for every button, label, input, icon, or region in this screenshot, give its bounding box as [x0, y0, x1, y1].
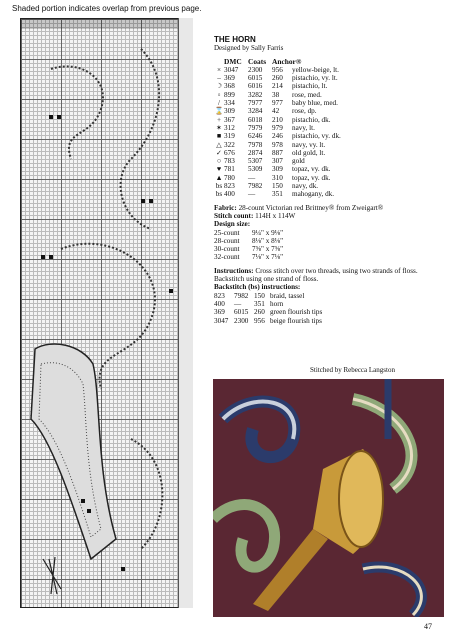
key-anchor: 38	[272, 90, 280, 99]
key-symbol: –	[217, 74, 221, 83]
key-anchor: 309	[272, 165, 283, 174]
fabric-line	[214, 204, 444, 212]
bs-use: horn	[270, 299, 284, 308]
key-coats: 2874	[248, 148, 263, 157]
finished-size: 7⅛" x 7⅛"	[252, 253, 284, 262]
backstitch-list	[214, 292, 444, 325]
key-symbol: ■	[216, 132, 222, 141]
key-anchor: 979	[272, 123, 283, 132]
key-anchor: 246	[272, 132, 283, 141]
key-row	[214, 107, 444, 115]
key-symbol: ✓	[215, 148, 223, 157]
design-size-row	[214, 229, 444, 237]
key-coats: 7978	[248, 140, 263, 149]
key-header-anchor: Anchor®	[272, 56, 302, 66]
fabric-label: Fabric:	[214, 203, 237, 212]
key-header-coats: Coats	[248, 56, 267, 66]
fabric-value: 28-count Victorian red Brittney® from Zweigart®	[238, 203, 384, 212]
backstitch-row	[214, 292, 444, 300]
key-header	[224, 58, 444, 66]
design-size-row	[214, 237, 444, 245]
key-row	[214, 124, 444, 132]
key-color-name: topaz, vy. dk.	[292, 165, 331, 174]
stitch-count-label: Stitch count:	[214, 211, 254, 220]
bs-use: beige flourish tips	[270, 316, 322, 325]
key-row	[214, 190, 444, 198]
key-color-name: pistachio, lt.	[292, 82, 328, 91]
key-color-name: yellow-beige, lt.	[292, 65, 339, 74]
key-coats: 6015	[248, 74, 263, 83]
key-dmc: 322	[224, 140, 235, 149]
bs-anchor: 351	[254, 299, 265, 308]
key-dmc: 368	[224, 82, 235, 91]
bs-coats: 2300	[234, 316, 249, 325]
key-coats: 7982	[248, 182, 263, 191]
bs-use: braid, tassel	[270, 291, 305, 300]
design-size-list	[214, 229, 444, 262]
key-color-name: rose, med.	[292, 90, 322, 99]
key-symbol: ×	[216, 65, 222, 74]
key-symbol: △	[216, 140, 222, 149]
key-coats: 6016	[248, 82, 263, 91]
key-dmc: 783	[224, 157, 235, 166]
key-anchor: 977	[272, 99, 283, 108]
bs-dmc: 369	[214, 308, 225, 317]
key-symbol: ⌛	[214, 107, 224, 116]
bs-dmc: 400	[214, 299, 225, 308]
key-coats: —	[248, 173, 256, 182]
key-symbol: ✶	[215, 123, 223, 132]
finished-size: 8⅛" x 8⅛"	[252, 236, 284, 245]
key-anchor: 310	[272, 173, 283, 182]
fabric-count: 25-count	[214, 228, 240, 237]
stitch-count-line	[214, 212, 444, 220]
key-color-name: old gold, lt.	[292, 148, 326, 157]
design-size-row	[214, 253, 444, 261]
design-size-row	[214, 245, 444, 253]
design-size-label: Design size:	[214, 220, 251, 229]
key-row	[214, 99, 444, 107]
stitched-model-photo	[213, 379, 444, 617]
fabric-count: 28-count	[214, 236, 240, 245]
finished-size: 7⅝" x 7⅝"	[252, 245, 284, 254]
bs-anchor: 150	[254, 291, 265, 300]
key-symbol: ♥	[216, 165, 222, 174]
key-coats: 2300	[248, 65, 263, 74]
key-anchor: 307	[272, 157, 283, 166]
stitch-count-value: 114H x 114W	[255, 211, 296, 220]
bs-anchor: 956	[254, 316, 265, 325]
bs-dmc: 823	[214, 291, 225, 300]
key-row	[214, 74, 444, 82]
key-color-name: navy, dk.	[292, 182, 319, 191]
key-row	[214, 174, 444, 182]
key-anchor: 210	[272, 115, 283, 124]
key-symbol: ☽	[215, 82, 223, 91]
key-coats: 3282	[248, 90, 263, 99]
backstitch-row	[214, 308, 444, 316]
key-dmc: 781	[224, 165, 235, 174]
key-dmc: 899	[224, 90, 235, 99]
key-color-name: pistachio, dk.	[292, 115, 331, 124]
key-color-name: gold	[292, 157, 305, 166]
stitcher-credit: Stitched by Rebecca Langston	[310, 366, 395, 374]
key-color-name: rose, dp.	[292, 107, 317, 116]
key-coats: 6018	[248, 115, 263, 124]
key-color-name: baby blue, med.	[292, 99, 338, 108]
key-dmc: 319	[224, 132, 235, 141]
key-row	[214, 116, 444, 124]
key-coats: 3284	[248, 107, 263, 116]
pattern-info	[214, 36, 444, 325]
key-dmc: 3047	[224, 65, 239, 74]
key-coats: 7979	[248, 123, 263, 132]
chart-overlap-strip	[178, 18, 193, 608]
key-row	[214, 165, 444, 173]
overlap-note: Shaded portion indicates overlap from previous page.	[12, 4, 202, 13]
key-dmc: 676	[224, 148, 235, 157]
key-symbol: ▫	[217, 90, 221, 99]
bs-coats: 7982	[234, 291, 249, 300]
key-coats: 6246	[248, 132, 263, 141]
key-anchor: 978	[272, 140, 283, 149]
cross-stitch-chart	[20, 18, 192, 608]
key-dmc: 309	[224, 107, 235, 116]
key-dmc: 312	[224, 123, 235, 132]
color-key-list	[214, 66, 444, 199]
key-anchor: 351	[272, 190, 283, 199]
key-symbol: ▲	[215, 173, 223, 182]
fabric-count: 32-count	[214, 253, 240, 262]
key-coats: —	[248, 190, 256, 199]
key-color-name: pistachio, vy. lt.	[292, 74, 338, 83]
key-anchor: 42	[272, 107, 280, 116]
key-coats: 5309	[248, 165, 263, 174]
key-dmc: 780	[224, 173, 235, 182]
finished-size: 9¼" x 9⅛"	[252, 228, 284, 237]
key-dmc: 823	[224, 182, 235, 191]
key-row	[214, 82, 444, 90]
key-coats: 7977	[248, 99, 263, 108]
pattern-title: THE HORN	[214, 35, 256, 44]
instructions-text: Cross stitch over two threads, using two strands of floss. Backstitch using one strand of floss.	[214, 266, 418, 284]
key-color-name: topaz, vy. dk.	[292, 173, 331, 182]
key-color-name: navy, lt.	[292, 123, 315, 132]
key-row	[214, 66, 444, 74]
key-dmc: 369	[224, 74, 235, 83]
key-symbol: ○	[216, 157, 222, 166]
key-dmc: 334	[224, 99, 235, 108]
key-anchor: 214	[272, 82, 283, 91]
key-row	[214, 149, 444, 157]
bs-dmc: 3047	[214, 316, 229, 325]
instructions-label: Instructions:	[214, 266, 254, 275]
key-color-name: pistachio, vy. dk.	[292, 132, 341, 141]
key-anchor: 260	[272, 74, 283, 83]
key-symbol: +	[216, 115, 222, 124]
designer-credit: Designed by Sally Farris	[214, 44, 284, 53]
key-anchor: 150	[272, 182, 283, 191]
backstitch-row	[214, 300, 444, 308]
bs-anchor: 260	[254, 308, 265, 317]
key-row	[214, 157, 444, 165]
key-row	[214, 91, 444, 99]
key-coats: 5307	[248, 157, 263, 166]
key-header-dmc: DMC	[224, 56, 242, 66]
key-row	[214, 132, 444, 140]
fabric-count: 30-count	[214, 245, 240, 254]
key-symbol: /	[218, 99, 220, 108]
chart-pattern-drawing	[21, 19, 193, 609]
bs-coats: 6015	[234, 308, 249, 317]
key-color-name: navy, vy. lt.	[292, 140, 326, 149]
key-row	[214, 182, 444, 190]
bs-use: green flourish tips	[270, 308, 323, 317]
key-color-name: mahogany, dk.	[292, 190, 335, 199]
backstitch-row	[214, 317, 444, 325]
backstitch-label: Backstitch (bs) instructions:	[214, 283, 301, 292]
key-symbol: bs	[215, 190, 223, 199]
key-dmc: 367	[224, 115, 235, 124]
bs-coats: —	[234, 299, 242, 308]
key-anchor: 956	[272, 65, 283, 74]
page-number: 47	[424, 622, 432, 631]
key-symbol: bs	[215, 182, 223, 191]
key-dmc: 400	[224, 190, 235, 199]
instructions-block	[214, 267, 444, 284]
key-anchor: 887	[272, 148, 283, 157]
key-row	[214, 141, 444, 149]
